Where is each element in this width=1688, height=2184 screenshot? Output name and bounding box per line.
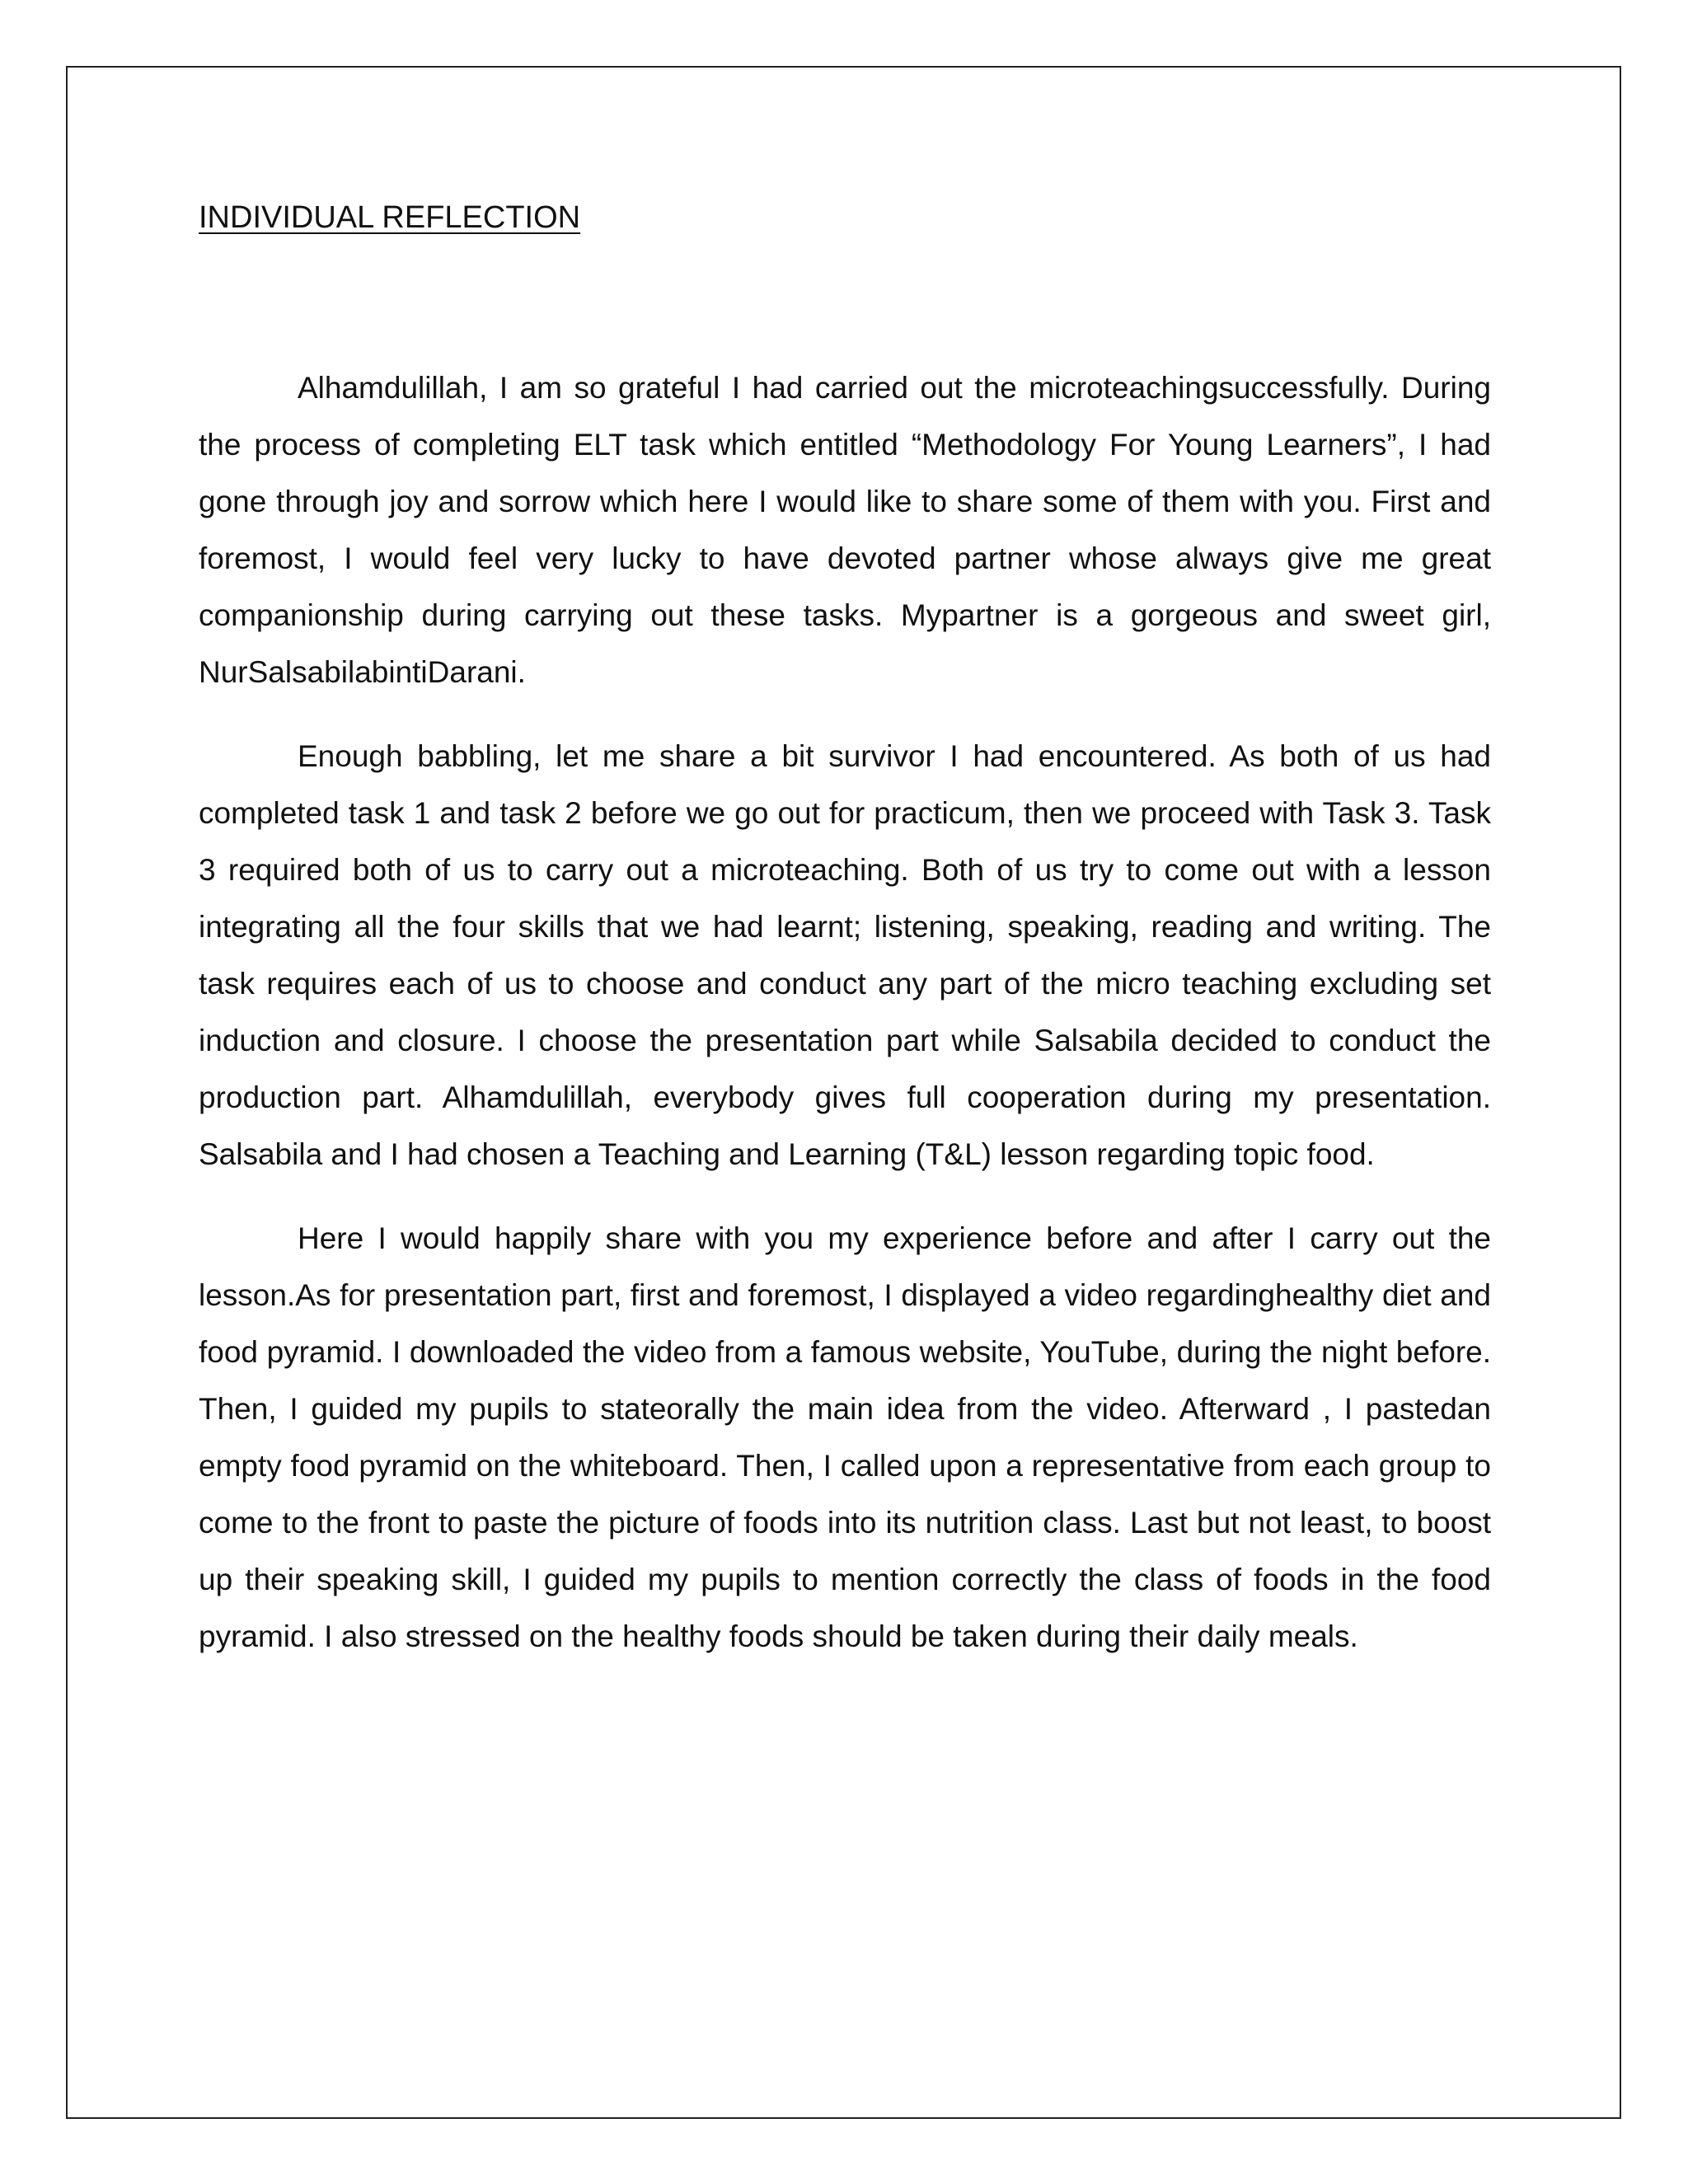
document-title: INDIVIDUAL REFLECTION — [199, 200, 581, 235]
paragraph-3: Here I would happily share with you my experience before and after I carry out the lesson.As for presentation part, first and foremost, I displayed a video regardinghealthy diet and food pyramid. I downloaded the video from a famous website, YouTube, during the night before. Then, I guided my pupils to stateorally the main idea from the video. Afterward , I pastedan empty food pyramid on the whiteboard. Then, I called upon a representative from each group to come to the front to paste the picture of foods into its nutrition class. Last but not least, to boost up their speaking skill, I guided my pupils to mention correctly the class of foods in the food pyramid. I also stressed on the healthy foods should be taken during their daily meals. — [199, 1221, 1491, 1653]
paragraph-1: Alhamdulillah, I am so grateful I had carried out the microteachingsuccessfully. During the process of completing ELT task which entitled “Methodology For Young Learners”, I had gone through joy and sorrow which here I would like to share some of them with you. First and foremost, I would feel very lucky to have devoted partner whose always give me great companionship during carrying out these tasks. Mypartner is a gorgeous and sweet girl, NurSalsabilabintiDarani. — [199, 371, 1491, 689]
document-body — [199, 359, 1491, 1692]
paragraph-2: Enough babbling, let me share a bit survivor I had encountered. As both of us had completed task 1 and task 2 before we go out for practicum, then we proceed with Task 3. Task 3 required both of us to carry out a microteaching. Both of us try to come out with a lesson integrating all the four skills that we had learnt; listening, speaking, reading and writing. The task requires each of us to choose and conduct any part of the micro teaching excluding set induction and closure. I choose the presentation part while Salsabila decided to conduct the production part. Alhamdulillah, everybody gives full cooperation during my presentation. Salsabila and I had chosen a Teaching and Learning (T&L) lesson regarding topic food. — [199, 739, 1491, 1171]
